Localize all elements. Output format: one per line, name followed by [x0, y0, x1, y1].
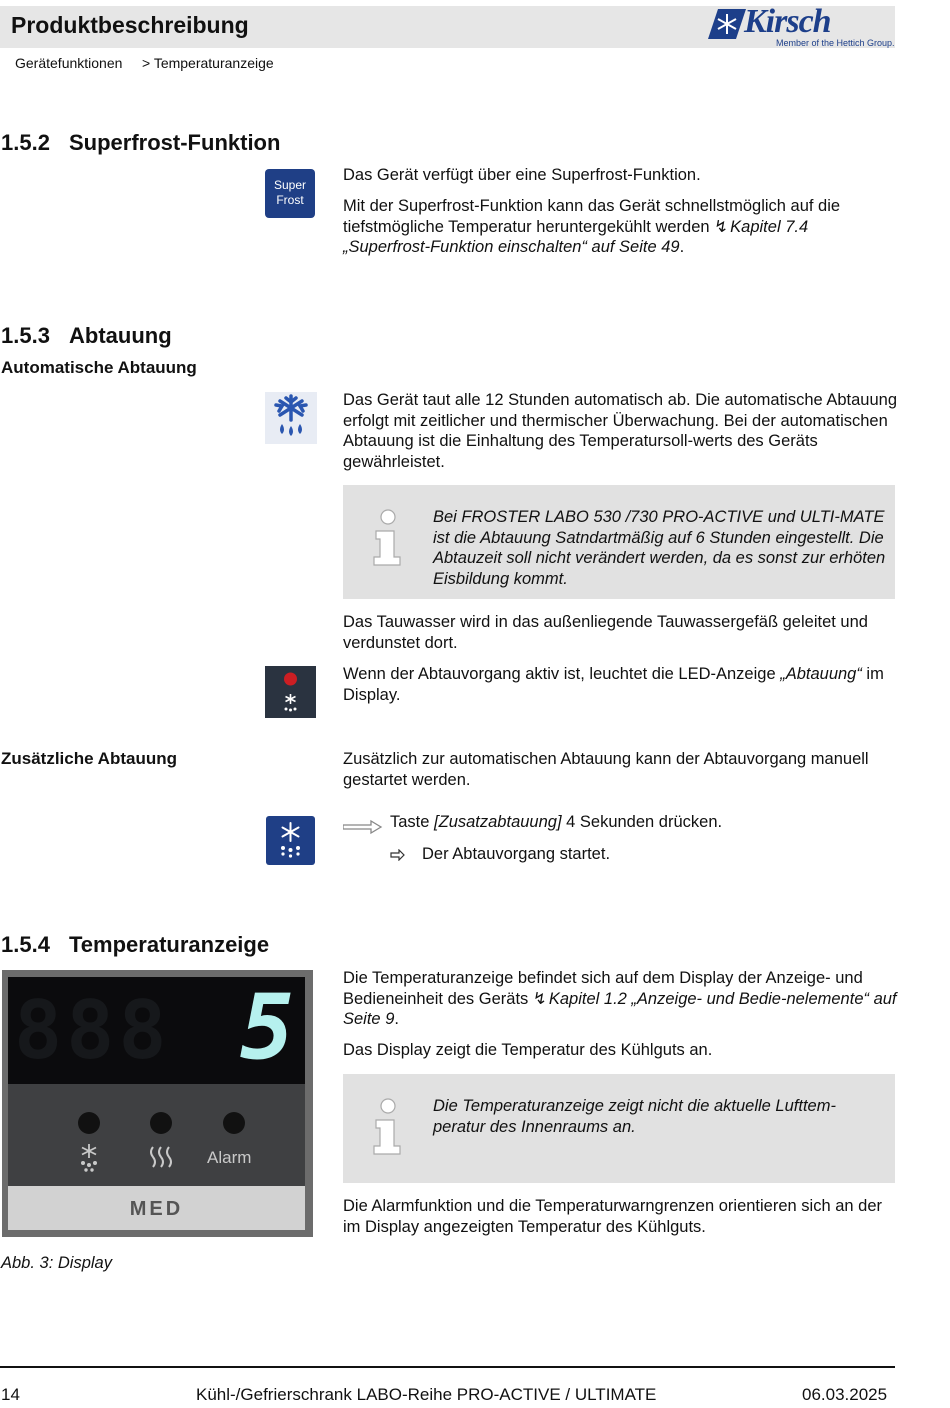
- result-text: Der Abtauvorgang startet.: [422, 845, 611, 863]
- section-heading-temperature: 1.5.4 Temperaturanzeige: [1, 932, 270, 957]
- info-icon: [370, 507, 406, 567]
- breadcrumb-item-2: > Temperaturanzeige: [142, 55, 274, 71]
- heading-automatic-defrost: Automatische Abtauung: [1, 358, 197, 377]
- kirsch-logo: Kirsch Member of the Hettich Group.: [700, 5, 895, 49]
- result-arrow-icon: [390, 849, 406, 861]
- additional-defrost-text: Zusätzlich zur automatischen Abtauung kann der Abtauvorgang manuell gestartet werden.: [343, 750, 869, 789]
- defrost-icon: [265, 392, 317, 444]
- info-note-defrost: Bei FROSTER LABO 530 /730 PRO-ACTIVE und ULTI-MATE ist die Abtauung Satndartmäßig auf 6 Stunden eingestellt. Die Abtauzeit soll nicht verändert werden, da es sonst zur erhöten Eisbildung kommt.: [343, 485, 895, 599]
- alarm-label: Alarm: [207, 1148, 252, 1167]
- page-number: 14: [1, 1385, 20, 1404]
- figure-caption: Abb. 3: Display: [1, 1254, 112, 1272]
- display-photo: [2, 970, 313, 1237]
- display-chapter-link[interactable]: Kapitel 1.2 „Anzeige- und Bedie-nelemente“ auf Seite 9: [343, 989, 897, 1028]
- superfrost-button-icon: Super Frost: [265, 169, 315, 218]
- snowflake-logo-icon: [702, 7, 748, 41]
- info-note-temperature: Die Temperaturanzeige zeigt nicht die aktuelle Lufttem-peratur des Innenraums an.: [343, 1074, 895, 1183]
- superfrost-chapter-link[interactable]: Kapitel 7.4 „Superfrost-Funktion einschalten“ auf Seite 49: [343, 217, 809, 256]
- temperature-text-1: Die Temperaturanzeige befindet sich auf dem Display der Anzeige- und Bedieneinheit des Geräts ↯ Kapitel 1.2 „Anzeige- und Bedie-nelemente“ auf Seite 9.: [343, 969, 897, 1028]
- alarm-text: Die Alarmfunktion und die Temperaturwarngrenzen orientieren sich an der im Display angezeigten Temperatur des Kühlguts.: [343, 1197, 882, 1236]
- heating-icon: [148, 1144, 174, 1172]
- superfrost-text-1: Das Gerät verfügt über eine Superfrost-Funktion.: [343, 166, 701, 184]
- section-heading-superfrost: 1.5.2 Superfrost-Funktion: [1, 130, 281, 155]
- page-header-title: Produktbeschreibung: [11, 12, 249, 38]
- section-heading-abtauung: 1.5.3 Abtauung: [1, 323, 172, 348]
- superfrost-text-2: Mit der Superfrost-Funktion kann das Gerät schnellstmöglich auf die tiefstmögliche Temperatur heruntergekühlt werden ↯ Kapitel 7.4 „Superfrost-Funktion einschalten“ auf Seite 49.: [343, 197, 841, 256]
- led-defrost-text: Wenn der Abtauvorgang aktiv ist, leuchtet die LED-Anzeige „Abtauung“ im Display.: [343, 665, 884, 704]
- snowflake-drops-icon: [74, 1142, 104, 1174]
- auto-defrost-text: Das Gerät taut alle 12 Stunden automatisch ab. Die automatische Abtauung erfolgt mit zeitlicher und thermischer Überwachung. Bei der automatischen Abtauung ist die Einhaltung des Temperatursoll-werts des Geräts gewährleistet.: [343, 391, 898, 471]
- display-med-strip: MED: [8, 1186, 305, 1230]
- led-heating: [150, 1112, 172, 1134]
- temperature-digit: 5: [240, 975, 295, 1080]
- led-alarm: [223, 1112, 245, 1134]
- meltwater-text: Das Tauwasser wird in das außenliegende Tauwassergefäß geleitet und verdunstet dort.: [343, 613, 868, 652]
- heading-additional-defrost: Zusätzliche Abtauung: [1, 749, 177, 768]
- info-icon: [370, 1096, 406, 1156]
- step-arrow-icon: [343, 819, 383, 835]
- temperature-text-2: Das Display zeigt die Temperatur des Kühlguts an.: [343, 1041, 713, 1059]
- cross-reference-icon: ↯: [714, 217, 728, 236]
- additional-defrost-button-icon: [266, 816, 315, 865]
- document-title: Kühl-/Gefrierschrank LABO-Reihe PRO-ACTIVE / ULTIMATE: [196, 1385, 657, 1404]
- display-led-panel: [8, 1084, 305, 1186]
- step-text: Taste [Zusatzabtauung] 4 Sekunden drücken.: [390, 813, 723, 831]
- document-date: 06.03.2025: [802, 1385, 888, 1404]
- led-defrost: [78, 1112, 100, 1134]
- defrost-led-indicator: [265, 666, 316, 718]
- cross-reference-icon: ↯: [532, 989, 547, 1008]
- footer-divider: [0, 1366, 895, 1368]
- display-screen: 888 5: [8, 977, 305, 1084]
- breadcrumb-item-1: Gerätefunktionen: [15, 55, 123, 71]
